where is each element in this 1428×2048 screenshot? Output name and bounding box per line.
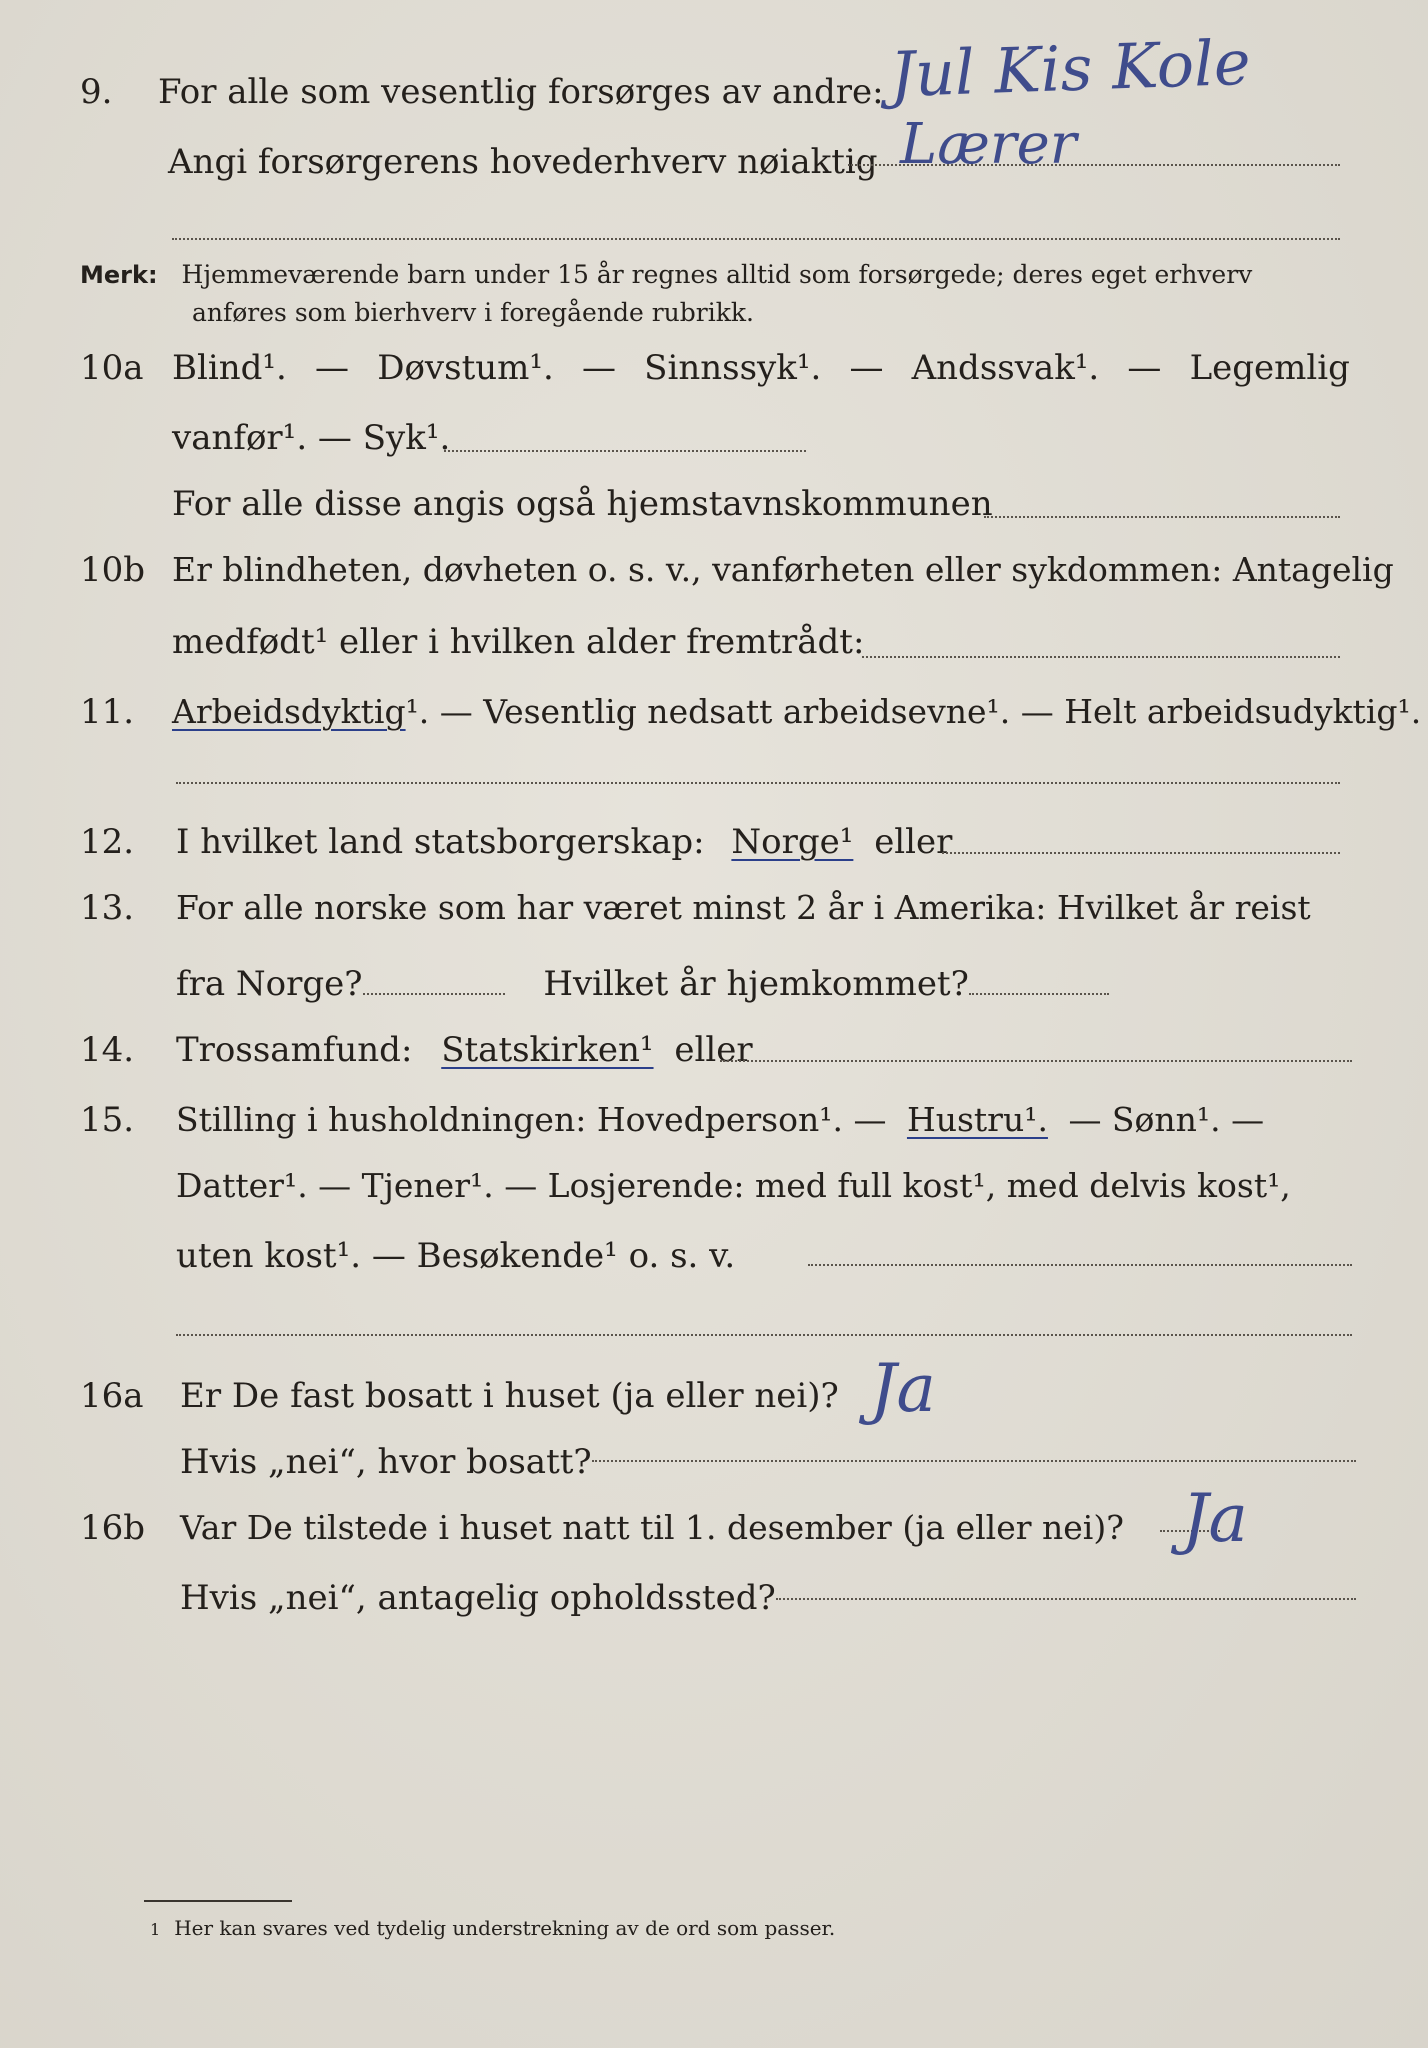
q13-hjemkommet-field [969, 971, 1109, 995]
q9-extra-line [172, 238, 1340, 240]
q9-row-2 [0, 142, 1428, 206]
q12-line [176, 822, 952, 862]
q9-line-2: Angi forsørgerens hovederhverv nøiaktig [168, 142, 878, 182]
q16a-line-1: Er De fast bosatt i huset (ja eller nei)? [180, 1376, 839, 1416]
q10a-blind: Blind¹. [172, 348, 287, 388]
q13-line-2 [176, 964, 1109, 1004]
q9-handwritten-answer: Lærer [900, 112, 1077, 177]
merk-note [80, 256, 1252, 332]
q12-prefix: I hvilket land statsborgerskap: [176, 822, 705, 862]
q10b-row-2 [0, 622, 1428, 686]
q12-norge-underlined: Norge¹ [731, 822, 854, 862]
q15-line-3: uten kost¹. — Besøkende¹ o. s. v. [176, 1236, 736, 1276]
q11-rest: ¹. — Vesentlig nedsatt arbeidsevne¹. — Helt arbeidsudyktig¹. [405, 692, 1422, 731]
q16b-line-1: Var De tilstede i huset natt til 1. desember (ja eller nei)? [180, 1508, 1124, 1547]
q9-line-1: For alle som vesentlig forsørges av andre: [158, 72, 884, 112]
footnote [150, 1916, 835, 1940]
q10a-sinnssyk: Sinnssyk¹. [644, 348, 822, 388]
q14-line [176, 1030, 753, 1070]
q15-line-1 [176, 1100, 1264, 1139]
q10b-number: 10b [80, 550, 146, 590]
q11-number: 11. [80, 692, 135, 732]
q15-extra-line [176, 1334, 1352, 1336]
q15-suffix: — Sønn¹. — [1068, 1100, 1265, 1139]
q15-row-3 [0, 1236, 1428, 1300]
q16b-handwritten-answer: Ja [1182, 1480, 1248, 1557]
q9-handwritten-note: Jul Kis Kole [888, 25, 1252, 112]
q10a-line-2: vanfør¹. — Syk¹. [172, 418, 451, 458]
q10a-line-1 [172, 348, 1350, 388]
q15-row-2 [0, 1166, 1428, 1230]
q13-reist-label: fra Norge? [176, 964, 363, 1004]
footnote-text: Her kan svares ved tydelig understrekning av de ord som passer. [174, 1916, 836, 1940]
q12-number: 12. [80, 822, 135, 862]
q15-row-1 [0, 1100, 1428, 1164]
q15-other-line [808, 1264, 1352, 1266]
q16b-place-line [776, 1598, 1356, 1600]
q10a-line-3: For alle disse angis også hjemstavnskommunen [172, 484, 993, 524]
q11-row [0, 692, 1428, 756]
q11-extra-line [176, 782, 1340, 784]
q16b-number: 16b [80, 1508, 146, 1548]
q10b-line-1: Er blindheten, døvheten o. s. v., vanførheten eller sykdommen: Antagelig [172, 550, 1394, 589]
q12-row [0, 822, 1428, 886]
q10a-dash-2: — [581, 348, 616, 388]
q14-statskirken-underlined: Statskirken¹ [441, 1030, 654, 1070]
q10a-syk-line [444, 450, 806, 452]
q13-number: 13. [80, 888, 135, 928]
q9-number: 9. [80, 72, 113, 112]
merk-line-2: anføres som bierhverv i foregående rubrikk. [192, 298, 754, 327]
merk-label: Merk: [80, 261, 158, 289]
footnote-mark: 1 [150, 1920, 161, 1939]
q15-hustru-underlined: Hustru¹. [906, 1100, 1048, 1139]
q11-arbeidsdyktig-underlined: Arbeidsdyktig [172, 692, 406, 731]
q13-reist-field [363, 971, 505, 995]
q15-prefix: Stilling i husholdningen: Hovedperson¹. — [176, 1100, 887, 1139]
q16a-handwritten-answer: Ja [870, 1350, 936, 1427]
q14-number: 14. [80, 1030, 135, 1070]
q10a-dash-1: — [315, 348, 350, 388]
q13-hjemkommet-label: Hvilket år hjemkommet? [543, 964, 969, 1004]
q15-line-2: Datter¹. — Tjener¹. — Losjerende: med full kost¹, med delvis kost¹, [176, 1166, 1291, 1205]
q16a-row-1 [0, 1376, 1428, 1440]
q14-other-line [720, 1060, 1352, 1062]
q10b-line-2: medfødt¹ eller i hvilken alder fremtrådt: [172, 622, 865, 662]
q15-number: 15. [80, 1100, 135, 1140]
footnote-rule [144, 1900, 292, 1902]
q16a-line-2: Hvis „nei“, hvor bosatt? [180, 1442, 592, 1482]
q10b-row-1 [0, 550, 1428, 614]
q12-eller: eller [874, 822, 953, 862]
q10a-andssvak: Andssvak¹. [911, 348, 1100, 388]
q10a-dash-3: — [849, 348, 884, 388]
q10b-age-line [862, 656, 1340, 658]
q14-row [0, 1030, 1428, 1094]
q10a-dovstum: Døvstum¹. [377, 348, 554, 388]
q14-prefix: Trossamfund: [176, 1030, 413, 1070]
q12-other-line [942, 852, 1340, 854]
q10a-home-line [984, 516, 1340, 518]
merk-line-1: Hjemmeværende barn under 15 år regnes alltid som forsørgede; deres eget erhverv [181, 260, 1253, 289]
q10a-dash-4: — [1127, 348, 1162, 388]
q11-line [172, 692, 1421, 731]
q14-eller: eller [674, 1030, 753, 1070]
q10a-legemlig: Legemlig [1189, 348, 1350, 388]
q13-row-1 [0, 888, 1428, 952]
q16a-where-line [592, 1460, 1356, 1462]
q16a-number: 16a [80, 1376, 144, 1416]
q16b-row-2 [0, 1578, 1428, 1642]
q13-line-1: For alle norske som har været minst 2 år i Amerika: Hvilket år reist [176, 888, 1311, 927]
q16b-line-2: Hvis „nei“, antagelig opholdssted? [180, 1578, 776, 1618]
q13-row-2 [0, 964, 1428, 1028]
q10a-row-1 [0, 348, 1428, 412]
q10a-number: 10a [80, 348, 144, 388]
